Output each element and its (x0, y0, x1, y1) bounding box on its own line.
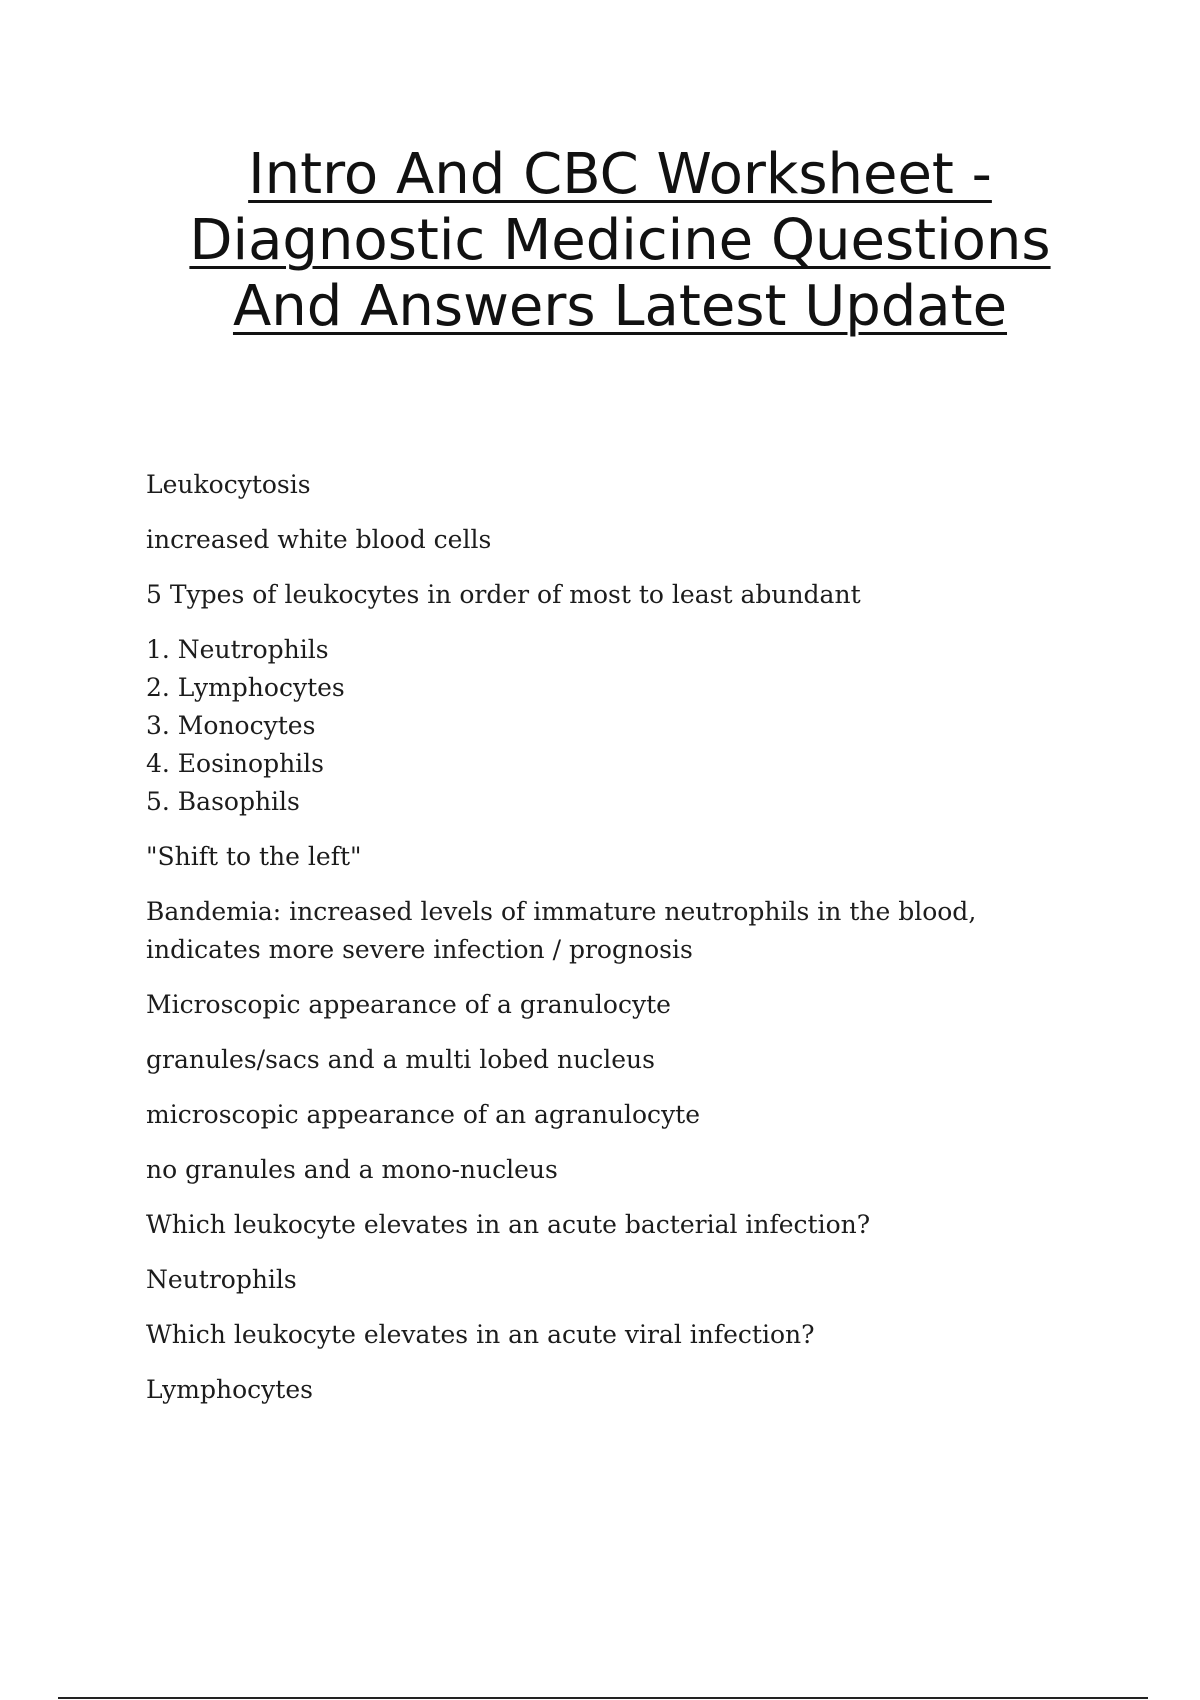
footer-divider (58, 1697, 1148, 1699)
answer-leukocytosis: increased white blood cells (146, 525, 492, 554)
question-bacterial-infection: Which leukocyte elevates in an acute bacterial infection? (146, 1210, 871, 1239)
answer-agranulocyte: no granules and a mono-nucleus (146, 1155, 558, 1184)
list-item: 4. Eosinophils (146, 749, 325, 778)
question-granulocyte: Microscopic appearance of a granulocyte (146, 990, 671, 1019)
answer-shift-left: Bandemia: increased levels of immature neutrophils in the blood, indicates more severe infection / prognosis (146, 897, 977, 964)
list-item: 3. Monocytes (146, 711, 316, 740)
question-viral-infection: Which leukocyte elevates in an acute viral infection? (146, 1320, 815, 1349)
list-item: 1. Neutrophils (146, 635, 329, 664)
list-item: 2. Lymphocytes (146, 673, 345, 702)
title-line-1: Intro And CBC Worksheet - (248, 142, 992, 207)
answer-leukocyte-types-list (146, 631, 1066, 821)
worksheet-body (146, 466, 1066, 1426)
question-agranulocyte: microscopic appearance of an agranulocyte (146, 1100, 701, 1129)
list-item: 5. Basophils (146, 787, 300, 816)
page-title (140, 142, 1100, 340)
question-leukocytosis: Leukocytosis (146, 470, 311, 499)
answer-viral-infection: Lymphocytes (146, 1375, 313, 1404)
answer-granulocyte: granules/sacs and a multi lobed nucleus (146, 1045, 655, 1074)
answer-bacterial-infection: Neutrophils (146, 1265, 297, 1294)
question-shift-left: "Shift to the left" (146, 842, 362, 871)
question-leukocyte-types: 5 Types of leukocytes in order of most to least abundant (146, 580, 861, 609)
title-line-3: And Answers Latest Update (232, 274, 1008, 339)
title-line-2: Diagnostic Medicine Questions (189, 208, 1051, 273)
